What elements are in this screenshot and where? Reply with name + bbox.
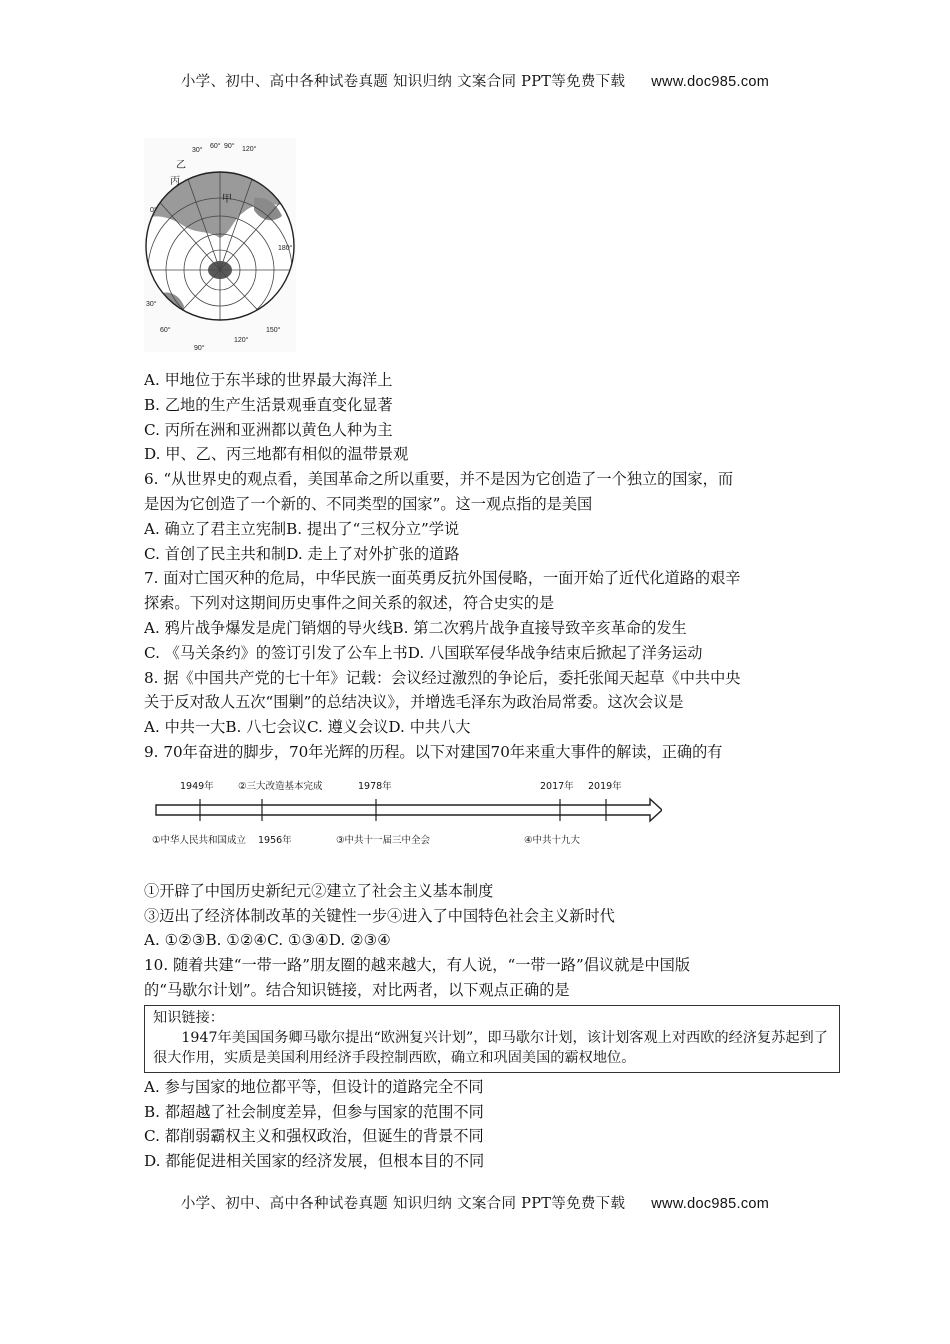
map-label-top-60: 60°: [210, 143, 221, 150]
q8-stem-line1: 8. 据《中国共产党的七十年》记载：会议经过激烈的争论后，委托张闻天起草《中共中央: [144, 668, 741, 687]
q9-statements-34: ③迈出了经济体制改革的关键性一步④进入了中国特色社会主义新时代: [144, 906, 615, 925]
timeline-figure: [152, 767, 662, 867]
timeline-1956: 1956年: [258, 834, 292, 846]
knowledge-link-body: 1947年美国国务卿马歇尔提出“欧洲复兴计划”，即马歇尔计划，该计划客观上对西欧的经济复苏起到了很大作用，实质是美国利用经济手段控制西欧，确立和巩固美国的霸权地位。: [153, 1029, 828, 1066]
q5-option-b: B. 乙地的生产生活景观垂直变化显著: [144, 395, 393, 414]
q9-stem: 9. 70年奋进的脚步，70年光辉的历程。以下对建国70年来重大事件的解读，正确的有: [144, 742, 723, 761]
document-body: [144, 138, 828, 1174]
page-header: [0, 70, 950, 91]
q7-options-cd: C. 《马关条约》的签订引发了公车上书D. 八国联军侵华战争结束后掀起了洋务运动: [144, 643, 703, 662]
polar-projection-map: [144, 138, 296, 352]
knowledge-link-title: 知识链接：: [153, 1009, 224, 1026]
timeline-2017: 2017年: [540, 780, 574, 792]
place-label-yi: 乙: [176, 160, 186, 171]
q9-options: A. ①②③B. ①②④C. ①③④D. ②③④: [144, 931, 391, 950]
q8-stem-line2: 关于反对敌人五次“围剿”的总结决议》，并增选毛泽东为政治局常委。这次会议是: [144, 693, 684, 712]
q10-option-d: D. 都能促进相关国家的经济发展，但根本目的不同: [144, 1152, 485, 1171]
q10-stem-line2: 的“马歇尔计划”。结合知识链接，对比两者，以下观点正确的是: [144, 980, 570, 999]
q7-stem-line2: 探索。下列对这期间历史事件之间关系的叙述，符合史实的是: [144, 594, 555, 613]
header-url[interactable]: www.doc985.com: [651, 74, 770, 90]
map-label-left-0: 0°: [150, 207, 157, 214]
map-label-left-30: 30°: [146, 301, 157, 308]
timeline-1949: 1949年: [180, 780, 214, 792]
q10-option-b: B. 都超越了社会制度差异，但参与国家的范围不同: [144, 1102, 484, 1121]
q6-options-ab: A. 确立了君主立宪制B. 提出了“三权分立”学说: [144, 519, 460, 538]
timeline-19th-congress: ④中共十九大: [524, 834, 581, 846]
q5-option-a: A. 甲地位于东半球的世界最大海洋上: [144, 371, 393, 389]
q7-options-ab: A. 鸦片战争爆发是虎门销烟的导火线B. 第二次鸦片战争直接导致辛亥革命的发生: [144, 618, 687, 637]
q6-options-cd: C. 首创了民主共和制D. 走上了对外扩张的道路: [144, 544, 460, 563]
header-text: 小学、初中、高中各种试卷真题 知识归纳 文案合同 PPT等免费下载: [180, 74, 626, 90]
map-label-top-90: 90°: [224, 143, 235, 150]
place-label-jia: 甲: [222, 194, 232, 205]
map-label-left-60: 60°: [160, 327, 171, 334]
q10-option-a: A. 参与国家的地位都平等，但设计的道路完全不同: [144, 1077, 484, 1096]
map-label-top-30: 30°: [192, 147, 203, 154]
timeline-prc-founded: ①中华人民共和国成立: [152, 834, 247, 846]
knowledge-link-box: [144, 1005, 840, 1073]
map-label-right-180: 180°: [278, 245, 293, 252]
q6-stem-line2: 是因为它创造了一个新的、不同类型的国家”。这一观点指的是美国: [144, 494, 593, 513]
map-label-top-120: 120°: [242, 146, 257, 153]
q5-option-c: C. 丙所在洲和亚洲都以黄色人种为主: [144, 420, 393, 439]
map-label-bottom-90: 90°: [194, 345, 205, 352]
map-label-bottom-120: 120°: [234, 337, 249, 344]
footer-text: 小学、初中、高中各种试卷真题 知识归纳 文案合同 PPT等免费下载: [180, 1196, 626, 1212]
timeline-1978: 1978年: [358, 780, 392, 792]
page-footer: [0, 1192, 950, 1213]
timeline-third-plenum: ③中共十一届三中全会: [336, 834, 431, 846]
q9-statements-12: ①开辟了中国历史新纪元②建立了社会主义基本制度: [144, 881, 494, 900]
q6-stem-line1: 6. “从世界史的观点看，美国革命之所以重要，并不是因为它创造了一个独立的国家，而: [144, 470, 734, 489]
timeline-2019: 2019年: [588, 780, 622, 792]
place-label-bing: 丙: [170, 176, 180, 187]
q7-stem-line1: 7. 面对亡国灭种的危局，中华民族一面英勇反抗外国侵略，一面开始了近代化道路的艰辛: [144, 569, 741, 588]
q8-options: A. 中共一大B. 八七会议C. 遵义会议D. 中共八大: [144, 718, 471, 737]
q10-option-c: C. 都削弱霸权主义和强权政治，但诞生的背景不同: [144, 1127, 484, 1146]
q10-stem-line1: 10. 随着共建“一带一路”朋友圈的越来越大，有人说，“一带一路”倡议就是中国版: [144, 956, 691, 975]
q5-option-d: D. 甲、乙、丙三地都有相似的温带景观: [144, 445, 409, 464]
footer-url[interactable]: www.doc985.com: [651, 1196, 770, 1212]
timeline-three-transformations: ②三大改造基本完成: [238, 780, 323, 792]
map-label-right-150: 150°: [266, 327, 281, 334]
